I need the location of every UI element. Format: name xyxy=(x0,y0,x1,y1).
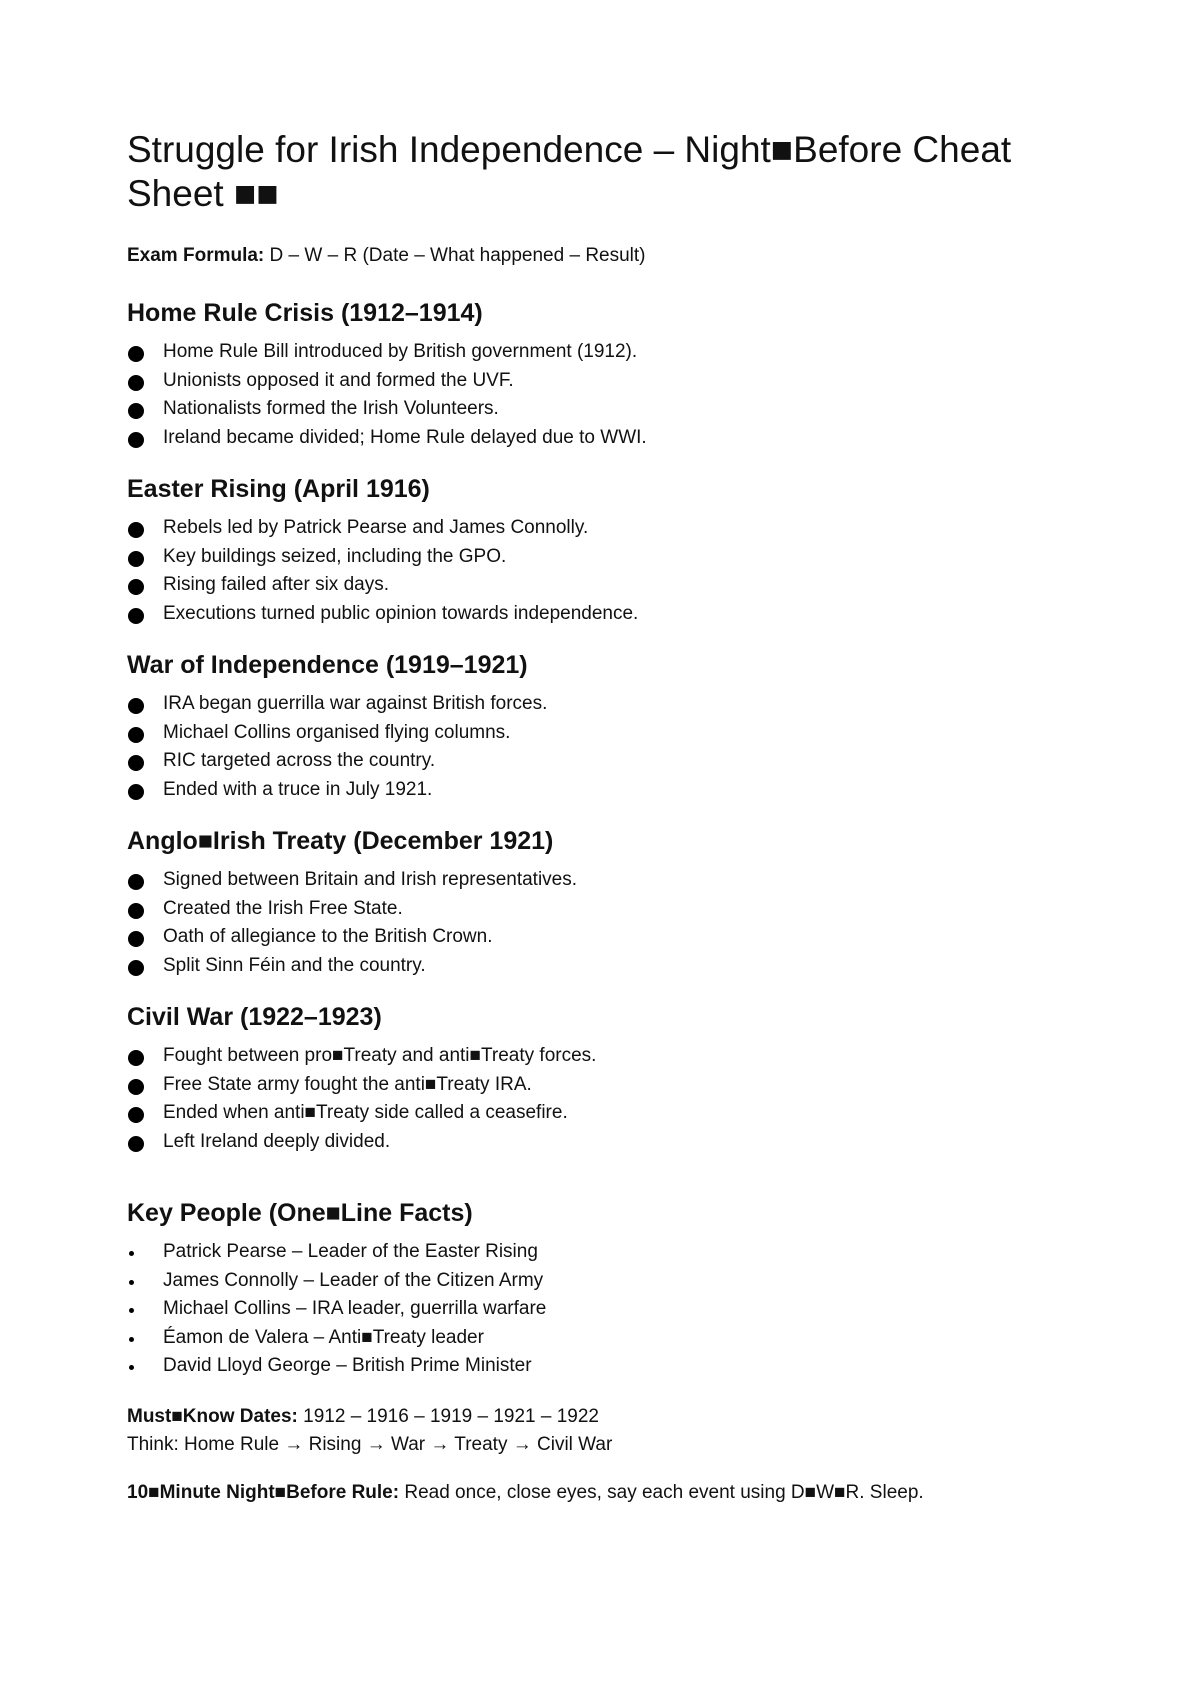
list-item xyxy=(127,543,1087,572)
exam-formula-text: D – W – R (Date – What happened – Result) xyxy=(264,245,646,266)
bullet-icon xyxy=(128,874,144,890)
list-item xyxy=(127,395,1087,424)
list-item xyxy=(127,747,1087,776)
bullet-icon xyxy=(128,1107,144,1123)
bullet-icon xyxy=(128,1079,144,1095)
bullet-icon xyxy=(129,1251,134,1256)
bullet-icon xyxy=(128,375,144,391)
list-item xyxy=(127,514,1087,543)
section-heading: Easter Rising (April 1916) xyxy=(127,475,430,503)
bullet-icon xyxy=(128,346,144,362)
list-item-text: Key buildings seized, including the GPO. xyxy=(163,545,507,567)
list-item-text: Ended when anti■Treaty side called a ceasefire. xyxy=(163,1102,568,1123)
list-item-text: James Connolly – Leader of the Citizen Army xyxy=(163,1269,544,1291)
exam-formula-label: Exam Formula: xyxy=(127,245,265,266)
section-civil-war xyxy=(127,1002,1087,1156)
must-know-dates-label: Must■Know Dates: xyxy=(127,1405,298,1427)
list-item-text: Patrick Pearse – Leader of the Easter Rising xyxy=(163,1241,538,1262)
list-item-text: Michael Collins – IRA leader, guerrilla warfare xyxy=(163,1298,547,1319)
document-page xyxy=(127,128,1087,1507)
list-item-text: Fought between pro■Treaty and anti■Treaty forces. xyxy=(163,1045,597,1066)
bullet-icon xyxy=(128,432,144,448)
must-know-dates xyxy=(127,1403,1087,1459)
section-key-people xyxy=(127,1198,1087,1381)
list-item-text: Unionists opposed it and formed the UVF. xyxy=(163,369,514,391)
list-item xyxy=(127,952,1087,981)
list-item-text: Split Sinn Féin and the country. xyxy=(163,954,426,976)
list-item-text: IRA began guerrilla war against British forces. xyxy=(163,693,548,714)
list-item xyxy=(127,424,1087,453)
list-item-text: David Lloyd George – British Prime Minister xyxy=(163,1355,532,1376)
list-item-text: Free State army fought the anti■Treaty IRA. xyxy=(163,1073,532,1095)
section-heading: Key People (One■Line Facts) xyxy=(127,1199,473,1227)
bullet-list xyxy=(127,1042,1087,1156)
list-item xyxy=(127,1099,1087,1128)
section-war-of-independence xyxy=(127,650,1087,804)
list-item-text: Michael Collins organised flying columns. xyxy=(163,721,511,743)
list-item-text: Home Rule Bill introduced by British government (1912). xyxy=(163,341,638,362)
bullet-icon xyxy=(128,608,144,624)
bullet-icon xyxy=(128,784,144,800)
bullet-icon xyxy=(128,903,144,919)
bullet-icon xyxy=(128,727,144,743)
list-item-text: Oath of allegiance to the British Crown. xyxy=(163,926,493,947)
list-item xyxy=(127,600,1087,629)
page-title: Struggle for Irish Independence – Night■Before Cheat Sheet ■■ xyxy=(127,129,1012,214)
list-item xyxy=(127,690,1087,719)
bullet-list xyxy=(127,690,1087,804)
list-item-text: Created the Irish Free State. xyxy=(163,897,403,919)
list-item xyxy=(127,1238,1087,1267)
list-item-text: Left Ireland deeply divided. xyxy=(163,1130,391,1152)
list-item xyxy=(127,776,1087,805)
section-heading: Home Rule Crisis (1912–1914) xyxy=(127,299,483,327)
bullet-icon xyxy=(128,960,144,976)
bullet-icon xyxy=(129,1308,134,1313)
exam-formula xyxy=(127,244,1087,268)
bullet-icon xyxy=(129,1280,134,1285)
list-item-text: RIC targeted across the country. xyxy=(163,750,436,771)
bullet-icon xyxy=(128,522,144,538)
list-item xyxy=(127,367,1087,396)
list-item-text: Ended with a truce in July 1921. xyxy=(163,778,433,800)
night-before-rule xyxy=(127,1479,1087,1507)
bullet-icon xyxy=(129,1337,134,1342)
section-heading: Anglo■Irish Treaty (December 1921) xyxy=(127,827,554,855)
section-heading: War of Independence (1919–1921) xyxy=(127,651,528,679)
list-item-text: Éamon de Valera – Anti■Treaty leader xyxy=(163,1326,484,1348)
list-item xyxy=(127,1324,1087,1353)
bullet-list xyxy=(127,1238,1087,1381)
night-before-rule-text: Read once, close eyes, say each event using D■W■R. Sleep. xyxy=(399,1481,924,1503)
list-item xyxy=(127,866,1087,895)
list-item-text: Signed between Britain and Irish representatives. xyxy=(163,869,578,890)
section-anglo-irish-treaty xyxy=(127,826,1087,980)
list-item xyxy=(127,571,1087,600)
list-item-text: Nationalists formed the Irish Volunteers. xyxy=(163,398,499,419)
think-sequence: Think: Home Rule → Rising → War → Treaty → Civil War xyxy=(127,1433,613,1455)
section-easter-rising xyxy=(127,474,1087,628)
bullet-icon xyxy=(128,755,144,771)
must-know-dates-text: 1912 – 1916 – 1919 – 1921 – 1922 xyxy=(297,1405,599,1427)
bullet-list xyxy=(127,866,1087,980)
bullet-icon xyxy=(128,551,144,567)
bullet-icon xyxy=(128,403,144,419)
bullet-icon xyxy=(128,579,144,595)
list-item xyxy=(127,1295,1087,1324)
bullet-icon xyxy=(128,698,144,714)
list-item-text: Executions turned public opinion towards independence. xyxy=(163,602,639,624)
bullet-list xyxy=(127,514,1087,628)
list-item-text: Ireland became divided; Home Rule delayed due to WWI. xyxy=(163,426,647,448)
list-item-text: Rising failed after six days. xyxy=(163,574,389,595)
section-home-rule-crisis xyxy=(127,298,1087,452)
bullet-icon xyxy=(128,1136,144,1152)
list-item xyxy=(127,338,1087,367)
list-item xyxy=(127,1267,1087,1296)
night-before-rule-label: 10■Minute Night■Before Rule: xyxy=(127,1481,400,1503)
bullet-icon xyxy=(128,1050,144,1066)
list-item-text: Rebels led by Patrick Pearse and James Connolly. xyxy=(163,517,589,538)
list-item xyxy=(127,1071,1087,1100)
list-item xyxy=(127,1042,1087,1071)
list-item xyxy=(127,719,1087,748)
bullet-list xyxy=(127,338,1087,452)
list-item xyxy=(127,923,1087,952)
bullet-icon xyxy=(129,1365,134,1370)
section-heading: Civil War (1922–1923) xyxy=(127,1003,382,1031)
list-item xyxy=(127,1128,1087,1157)
bullet-icon xyxy=(128,931,144,947)
list-item xyxy=(127,1352,1087,1381)
list-item xyxy=(127,895,1087,924)
